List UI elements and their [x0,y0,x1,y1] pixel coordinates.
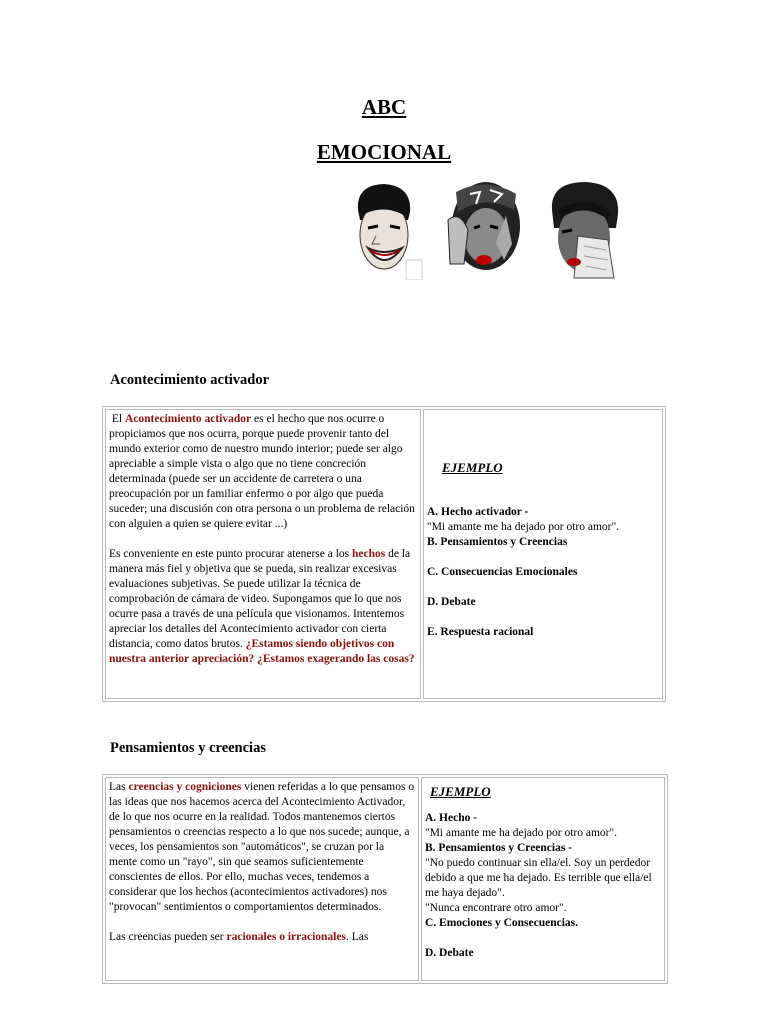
example2-b-text2: "Nunca encontrare otro amor". [425,902,567,914]
example1-c-label: C. Consecuencias Emocionales [427,566,578,578]
term-acontecimiento: Acontecimiento activador [124,413,252,425]
title-emocional: EMOCIONAL [316,140,452,164]
term-creencias: creencias y cogniciones [128,781,242,793]
example2-b-text1: "No puedo continuar sin ella/el. Soy un perdedor debido a que me ha dejado. Es terrible que ella/el me haya dejado". [425,857,652,899]
section2-example-cell [421,777,665,981]
section2-text-cell [105,777,419,981]
section2-paragraph1: Las creencias y cogniciones vienen referidas a lo que pensamos o las ideas que nos hacemos acerca del Acontecimiento Activador, de lo que nos ocurre en la realidad. Todos mantenemos ciertos pensamientos o creencias respecto a lo que nos sucede; aunque, a veces, los pensamientos son "automáticos", se cruzan por la mente como un "rayo", sin que seamos suficientemente conscientes de ellos. Por ello, muchas veces, tendemos a considerar que los hechos (acontecimientos activadores) nos "provocan" sentimientos o comportamientos determinados. [109,781,415,913]
question-objetivos: ¿Estamos siendo objetivos con nuestra anterior apreciación? ¿Estamos exagerando las cosas? [109,638,415,665]
example1-e-label: E. Respuesta racional [427,626,534,638]
example2-a-label: A. Hecho - [425,812,478,824]
section1-paragraph1: El Acontecimiento activador es el hecho que nos ocurre o propiciamos que nos ocurra, porque puede provenir tanto del mundo exterior como de nuestro mundo interior; puede ser algo apreciable a simple vista o algo que no tiene concreción determinada (puede ser un accidente de carretera o una preocupación por un familiar enfermo o por algo que pueda suceder; una discusión con otra persona o un problema de relación con alguien a quien se quiere evitar ...) [109,413,415,530]
example1-b-label: B. Pensamientos y Creencias [427,536,568,548]
example2-c-label: C. Emociones y Consecuencias. [425,917,579,929]
section2-table [102,774,668,984]
section1-text-cell [105,409,421,699]
example1-a-text: "Mi amante me ha dejado por otro amor". [427,521,620,533]
section-heading-acontecimiento: Acontecimiento activador [110,372,270,388]
example1-heading: EJEMPLO [442,460,503,475]
title-abc: ABC [361,95,407,119]
term-hechos: hechos [352,548,386,560]
example2-a-text: "Mi amante me ha dejado por otro amor". [425,827,618,839]
section2-paragraph2: Las creencias pueden ser racionales o irracionales. Las [109,931,369,943]
example2-heading: EJEMPLO [430,784,491,799]
example2-d-label: D. Debate [425,947,474,959]
term-racionales: racionales o irracionales [226,931,346,943]
example1-a-label: A. Hecho activador - [427,506,529,518]
faces-illustration [346,180,626,280]
example1-d-label: D. Debate [427,596,476,608]
section1-example-cell [423,409,663,699]
section1-table [102,406,666,702]
crying-face-icon [544,180,624,280]
laughing-face-icon [346,180,426,280]
example2-b-label: B. Pensamientos y Creencias - [425,842,573,854]
section1-paragraph2: Es conveniente en este punto procurar atenerse a los hechos de la manera más fiel y objetiva que se pueda, sin realizar excesivas evaluaciones subjetivas. Se puede utilizar la técnica de comprobación de cámara de video. Supongamos que lo que nos ocurre pasa a través de una película que visionamos. Intentemos apreciar los detalles del Acontecimiento activador con cierta distancia, como datos brutos. ¿Estamos siendo objetivos con nuestra anterior apreciación? ¿Estamos exagerando las cosas? [109,548,415,665]
section-heading-pensamientos: Pensamientos y creencias [110,740,266,756]
distressed-face-icon [446,180,526,280]
